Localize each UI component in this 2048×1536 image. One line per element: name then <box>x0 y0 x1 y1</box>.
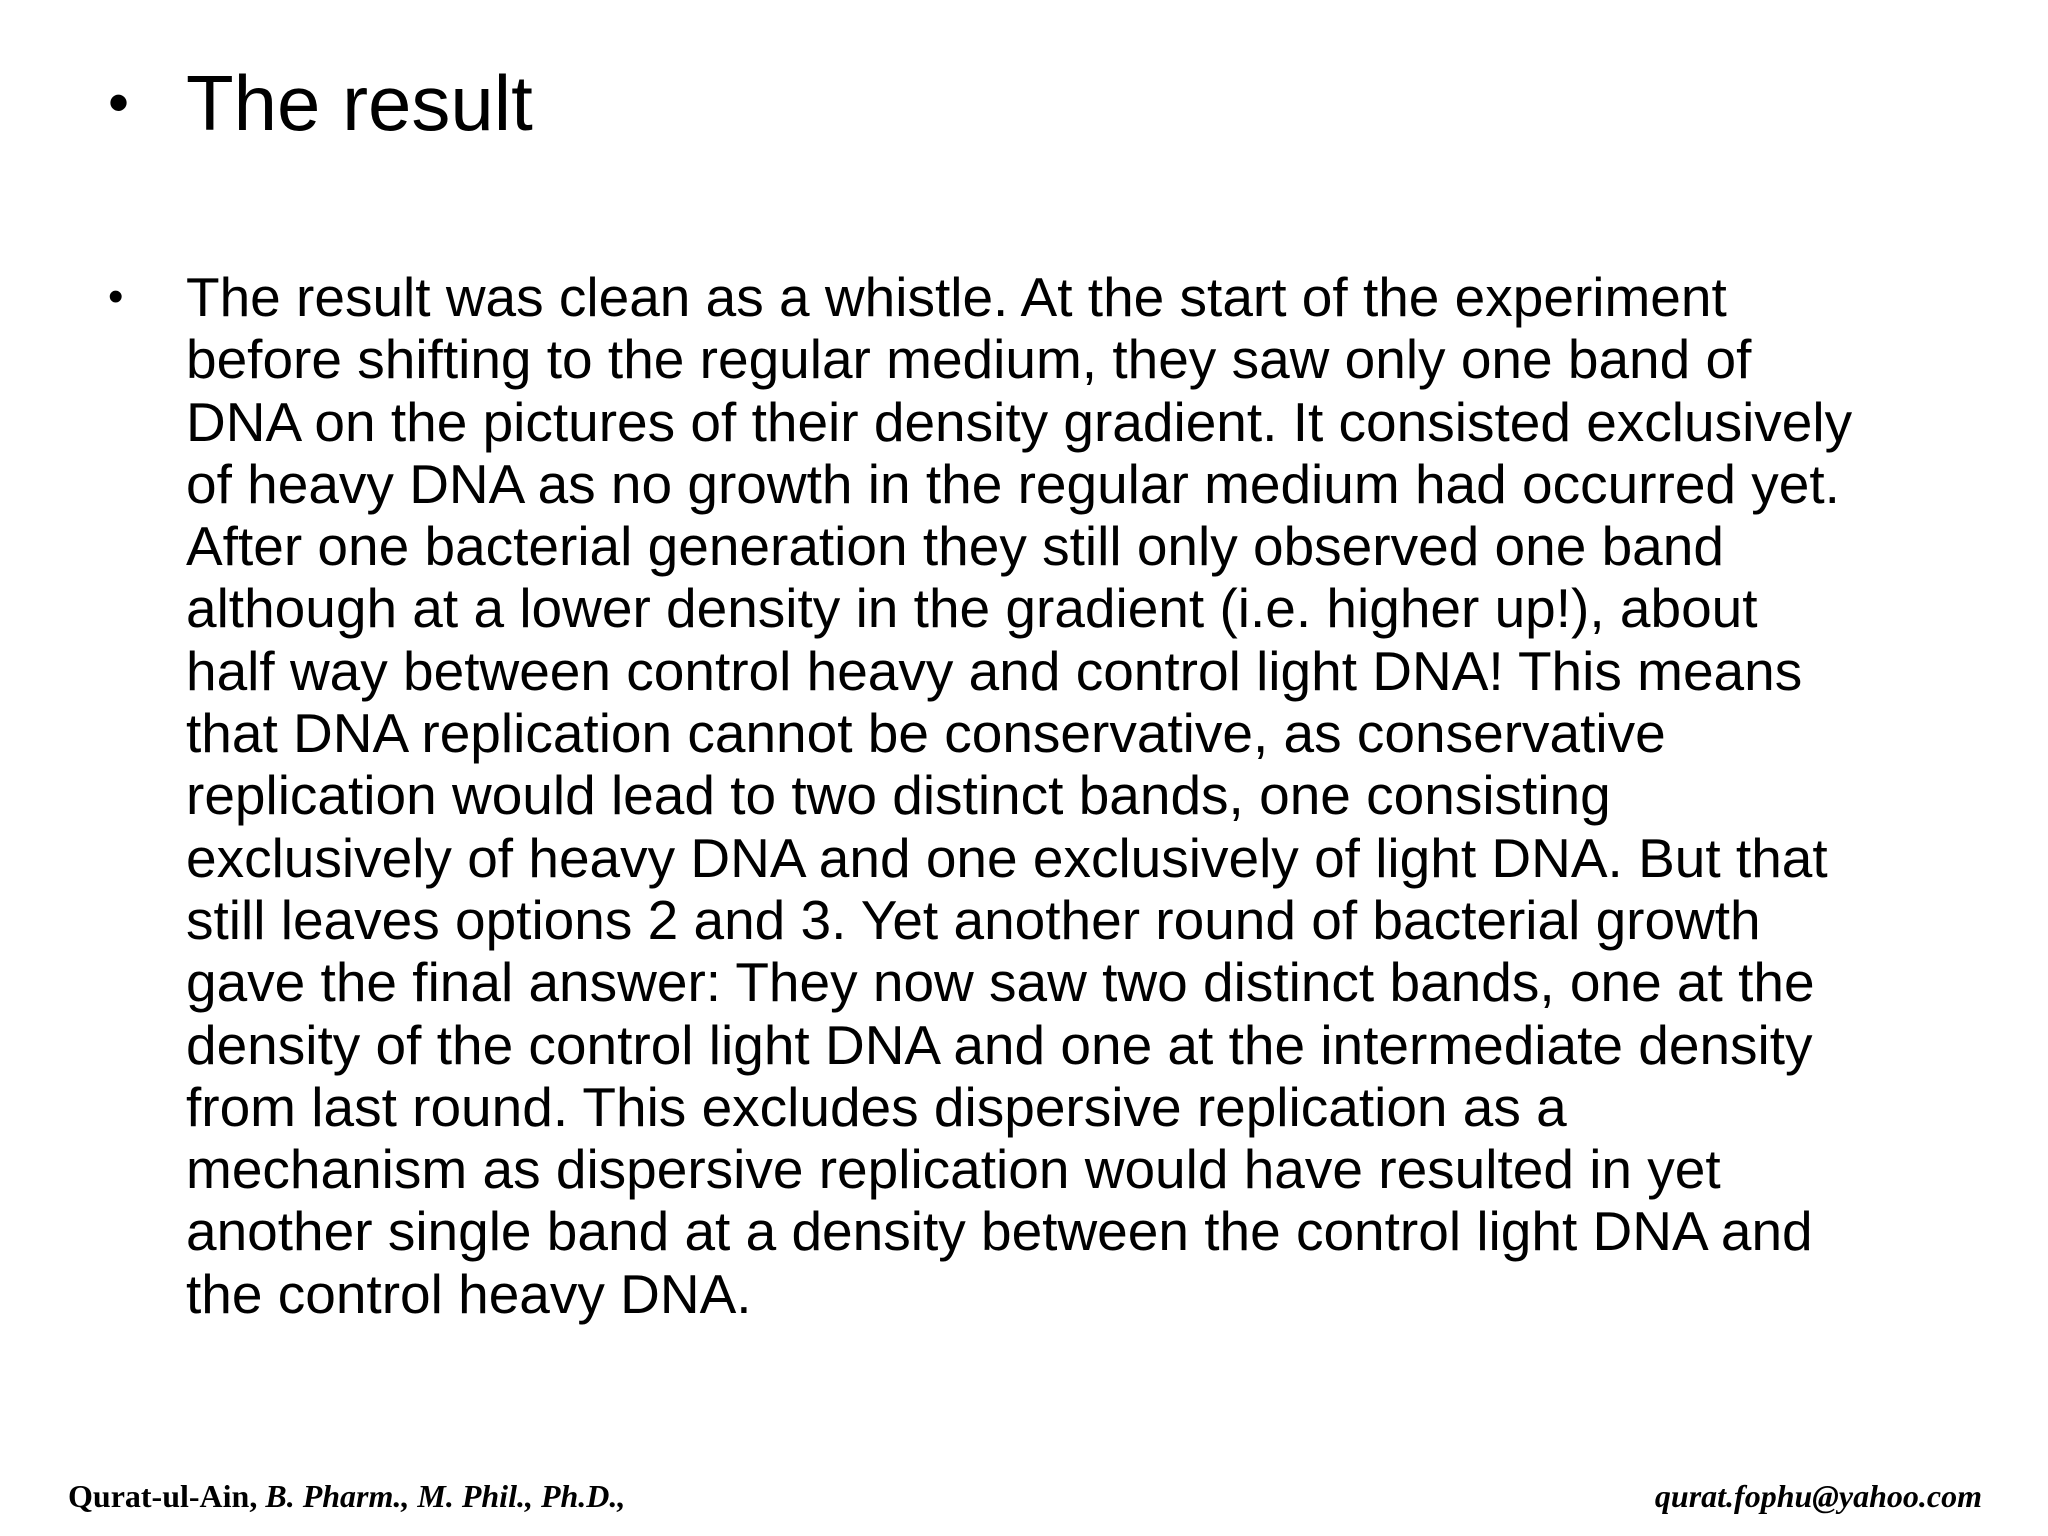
title-bullet-icon: • <box>108 69 130 136</box>
body-line: from last round. This excludes dispersive replication as a <box>186 1075 1567 1138</box>
body-line: half way between control heavy and control light DNA! This means <box>186 639 1803 702</box>
body-line: gave the final answer: They now saw two distinct bands, one at the <box>186 951 1815 1014</box>
slide-title-row <box>108 58 533 148</box>
body-line: mechanism as dispersive replication would have resulted in yet <box>186 1138 1721 1201</box>
body-line: replication would lead to two distinct bands, one consisting <box>186 764 1611 827</box>
body-line: The result was clean as a whistle. At the start of the experiment <box>186 266 1727 328</box>
body-line: exclusively of heavy DNA and one exclusively of light DNA. But that <box>186 826 1828 889</box>
body-bullet-icon: • <box>108 272 124 321</box>
body-paragraph-row <box>108 266 1966 1325</box>
body-line: although at a lower density in the gradient (i.e. higher up!), about <box>186 577 1758 640</box>
body-line: the control heavy DNA. <box>186 1262 752 1325</box>
slide-title: The result <box>186 59 533 147</box>
body-line: that DNA replication cannot be conservative, as conservative <box>186 702 1666 765</box>
body-line: still leaves options 2 and 3. Yet another round of bacterial growth <box>186 888 1761 951</box>
body-line: DNA on the pictures of their density gradient. It consisted exclusively <box>186 390 1853 453</box>
body-line: of heavy DNA as no growth in the regular medium had occurred yet. <box>186 452 1840 515</box>
author-name: Qurat-ul-Ain, <box>68 1478 258 1514</box>
body-line: another single band at a density between the control light DNA and <box>186 1200 1813 1263</box>
footer-email: qurat.fophu@yahoo.com <box>1654 1478 1982 1514</box>
footer-author <box>68 1476 625 1516</box>
body-line: After one bacterial generation they still only observed one band <box>186 515 1724 578</box>
body-paragraph <box>186 266 1966 1325</box>
author-credentials: B. Pharm., M. Phil., Ph.D., <box>265 1478 626 1514</box>
body-line: density of the control light DNA and one at the intermediate density <box>186 1013 1813 1076</box>
body-line: before shifting to the regular medium, they saw only one band of <box>186 328 1752 391</box>
